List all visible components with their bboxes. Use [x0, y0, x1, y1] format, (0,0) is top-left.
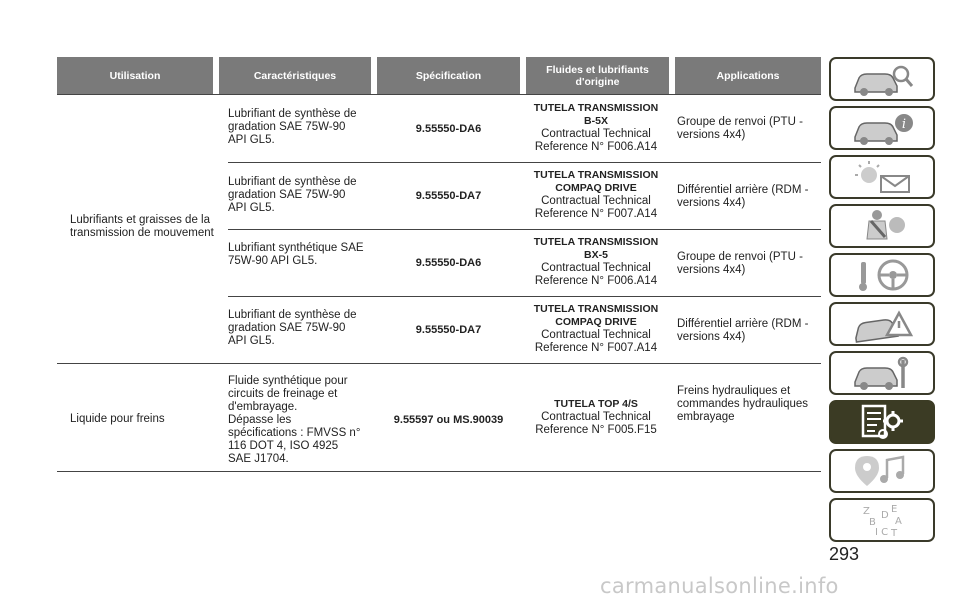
header-fluides: Fluides et lubrifiants d'origine — [526, 57, 669, 94]
fluid-reference: Contractual Technical — [541, 128, 651, 140]
specification-cell: 9.55550-DA7 — [415, 190, 482, 202]
application-line: versions 4x4) — [677, 197, 746, 209]
svg-text:E: E — [891, 504, 898, 515]
header-rule — [57, 94, 821, 95]
car-maintenance-icon — [847, 354, 917, 392]
characteristics-line: gradation SAE 75W-90 — [228, 121, 346, 133]
warning-lights-icon — [847, 158, 917, 196]
fluid-reference: Contractual Technical — [541, 195, 651, 207]
tab-steering-wheel[interactable] — [829, 253, 935, 297]
characteristics-cell — [228, 242, 373, 268]
characteristics-line: API GL5. — [228, 134, 275, 146]
fluid-reference: Reference N° F006.A14 — [534, 275, 658, 287]
application-line: commandes hydrauliques — [677, 398, 809, 410]
characteristics-line: gradation SAE 75W-90 — [228, 189, 346, 201]
application-line: Groupe de renvoi (PTU - — [677, 116, 803, 128]
characteristics-cell — [228, 108, 373, 147]
row-divider — [228, 296, 821, 297]
steering-wheel-icon — [847, 256, 917, 294]
fluid-reference: Reference N° F005.F15 — [535, 424, 657, 436]
fluid-product-name: TUTELA TRANSMISSION — [533, 236, 659, 248]
characteristics-cell — [228, 375, 373, 466]
row-divider — [228, 162, 821, 163]
specification-cell: 9.55550-DA6 — [415, 257, 482, 269]
application-line: versions 4x4) — [677, 331, 746, 343]
application-line: embrayage — [677, 411, 735, 423]
usage-brakes: Liquide pour freins — [70, 413, 165, 425]
characteristics-line: Lubrifiant synthétique SAE — [228, 242, 364, 254]
fluid-cell — [525, 398, 667, 437]
characteristics-line: Lubrifiant de synthèse de — [228, 309, 357, 321]
specification-cell: 9.55550-DA6 — [415, 123, 482, 135]
fluid-cell — [525, 303, 667, 355]
fluid-product-name: COMPAQ DRIVE — [555, 182, 637, 194]
svg-text:T: T — [891, 528, 898, 539]
characteristics-line: Lubrifiant de synthèse de — [228, 176, 357, 188]
tab-emergency[interactable] — [829, 302, 935, 346]
svg-text:I C: I C — [875, 527, 889, 538]
specification-cell: 9.55597 ou MS.90039 — [393, 414, 504, 426]
characteristics-line: Lubrifiant de synthèse de — [228, 108, 357, 120]
tab-multimedia[interactable] — [829, 449, 935, 493]
usage-transmission: Lubrifiants et graisses de la transmission de mouvement — [70, 214, 214, 239]
watermark: carmanualsonline.info — [600, 574, 839, 598]
characteristics-line: 75W-90 API GL5. — [228, 255, 318, 267]
fluid-reference: Reference N° F007.A14 — [534, 208, 658, 220]
header-utilisation: Utilisation — [57, 57, 213, 94]
fluid-reference: Reference N° F007.A14 — [534, 342, 658, 354]
application-line: Différentiel arrière (RDM - — [677, 184, 809, 196]
tab-car-info[interactable] — [829, 106, 935, 150]
characteristics-line: gradation SAE 75W-90 — [228, 322, 346, 334]
fluid-cell — [525, 169, 667, 221]
application-line: Freins hydrauliques et — [677, 385, 791, 397]
fluid-product-name: TUTELA TRANSMISSION — [533, 102, 659, 114]
application-cell — [677, 116, 822, 142]
fluid-product-name: COMPAQ DRIVE — [555, 316, 637, 328]
application-line: versions 4x4) — [677, 264, 746, 276]
car-info-icon — [847, 109, 917, 147]
tab-warning-lights[interactable] — [829, 155, 935, 199]
application-line: Différentiel arrière (RDM - — [677, 318, 809, 330]
fluid-product-name: B-5X — [584, 115, 608, 127]
group-divider — [57, 363, 821, 364]
characteristics-line: API GL5. — [228, 335, 275, 347]
fluid-cell — [525, 236, 667, 288]
header-applications: Applications — [675, 57, 821, 94]
svg-text:Z: Z — [863, 506, 870, 517]
tab-seatbelt-airbag[interactable] — [829, 204, 935, 248]
characteristics-line: spécifications : FMVSS n° — [228, 427, 361, 439]
characteristics-line: SAE J1704. — [228, 453, 289, 465]
table-bottom-rule — [57, 471, 821, 472]
application-cell — [677, 184, 822, 210]
svg-text:D: D — [881, 510, 889, 521]
application-cell — [677, 318, 822, 344]
fluid-cell — [525, 102, 667, 154]
tab-maintenance[interactable] — [829, 351, 935, 395]
car-search-icon — [847, 60, 917, 98]
characteristics-line: circuits de freinage et — [228, 388, 338, 400]
application-cell — [677, 251, 822, 277]
index-icon — [847, 501, 917, 539]
fluid-reference: Contractual Technical — [541, 411, 651, 423]
characteristics-line: API GL5. — [228, 202, 275, 214]
svg-text:A: A — [895, 516, 902, 527]
tab-index[interactable] — [829, 498, 935, 542]
page-number: 293 — [829, 544, 860, 564]
characteristics-line: 116 DOT 4, ISO 4925 — [228, 440, 339, 452]
characteristics-line: Fluide synthétique pour — [228, 375, 348, 387]
specification-cell: 9.55550-DA7 — [415, 324, 482, 336]
emergency-car-icon — [847, 305, 917, 343]
seatbelt-airbag-icon — [847, 207, 917, 245]
fluid-product-name: TUTELA TRANSMISSION — [533, 303, 659, 315]
characteristics-line: d'embrayage. — [228, 401, 298, 413]
fluid-reference: Contractual Technical — [541, 262, 651, 274]
characteristics-cell — [228, 309, 373, 348]
fluid-product-name: TUTELA TOP 4/S — [554, 398, 638, 410]
tab-technical-data[interactable] — [829, 400, 935, 444]
svg-text:B: B — [869, 517, 876, 528]
fluid-product-name: TUTELA TRANSMISSION — [533, 169, 659, 181]
row-divider — [228, 229, 821, 230]
technical-data-icon — [847, 403, 917, 441]
application-line: Groupe de renvoi (PTU - — [677, 251, 803, 263]
application-line: versions 4x4) — [677, 129, 746, 141]
svg-text:i: i — [901, 117, 907, 132]
tab-car-search[interactable] — [829, 57, 935, 101]
characteristics-line: Dépasse les — [228, 414, 292, 426]
application-cell — [677, 385, 822, 424]
header-caracteristiques: Caractéristiques — [219, 57, 371, 94]
multimedia-icon — [847, 452, 917, 490]
header-specification: Spécification — [377, 57, 520, 94]
characteristics-cell — [228, 176, 373, 215]
fluid-product-name: BX-5 — [584, 249, 608, 261]
fluid-reference: Contractual Technical — [541, 329, 651, 341]
fluid-reference: Reference N° F006.A14 — [534, 141, 658, 153]
